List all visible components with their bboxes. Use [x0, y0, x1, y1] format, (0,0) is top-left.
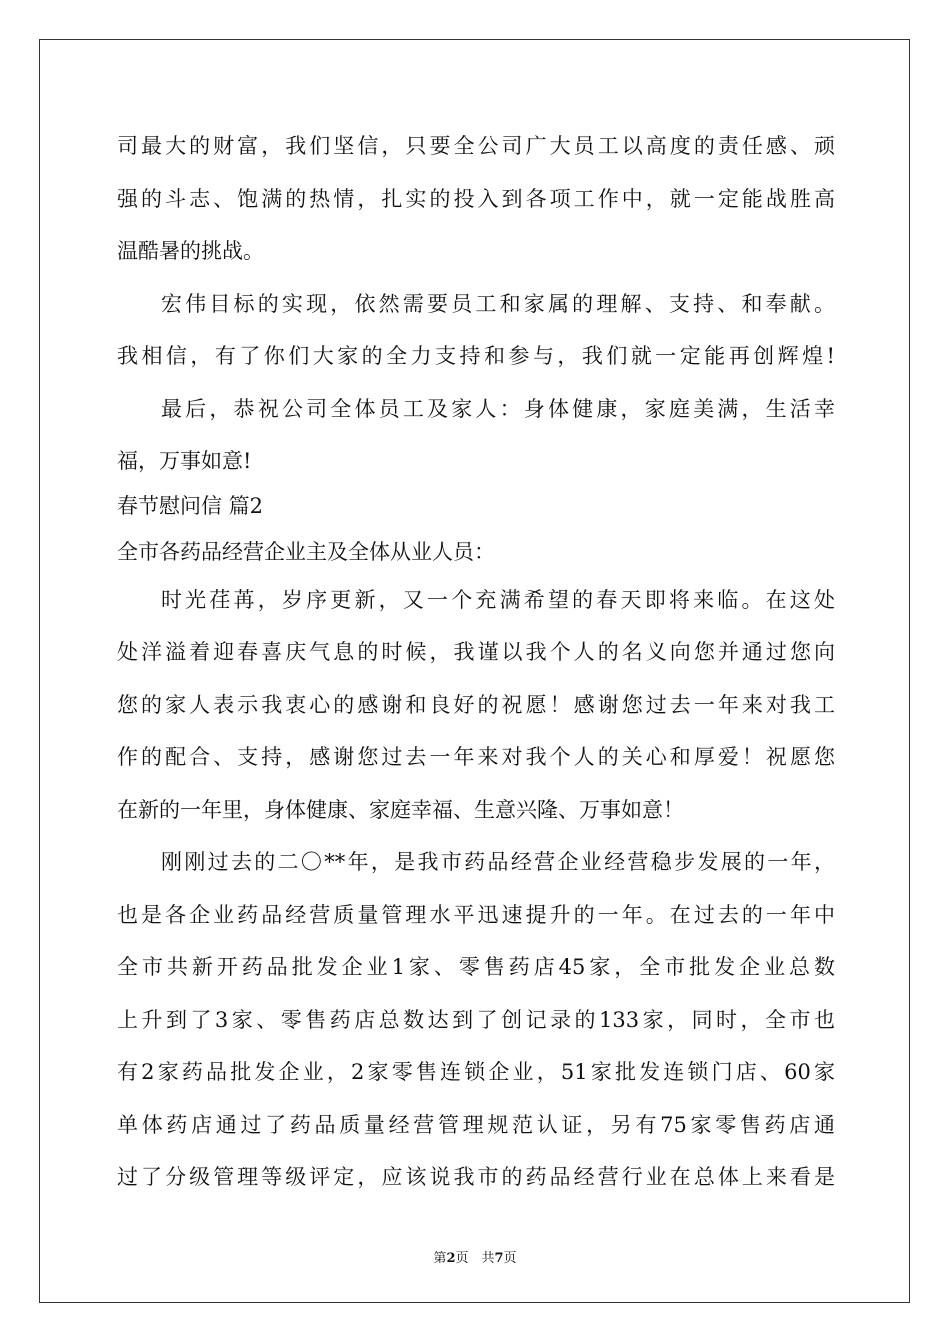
text-line: 刚刚过去的二〇**年，是我市药品经营企业经营稳步发展的一年， [161, 850, 835, 874]
text-line: 在新的一年里，身体健康、家庭幸福、生意兴隆、万事如意！ [117, 798, 684, 822]
page-suffix: 页 [503, 1251, 517, 1266]
text-line: 作的配合、支持，感谢您过去一年来对我个人的关心和厚爱！祝愿您 [117, 745, 835, 769]
text-line: 福，万事如意! [117, 449, 252, 473]
text-line: 宏伟目标的实现，依然需要员工和家属的理解、支持、和奉献。 [161, 292, 835, 316]
text-line: 也是各企业药品经营质量管理水平迅速提升的一年。在过去的一年中 [117, 903, 835, 927]
text-line: 司最大的财富，我们坚信，只要全公司广大员工以高度的责任感、顽 [117, 134, 835, 158]
text-line: 我相信，有了你们大家的全力支持和参与，我们就一定能再创辉煌! [117, 344, 835, 368]
page-mid: 页 共 [455, 1251, 495, 1266]
text-line: 过了分级管理等级评定，应该说我市的药品经营行业在总体上来看是 [117, 1165, 835, 1189]
page-prefix: 第 [433, 1251, 447, 1266]
text-line: 有2家药品批发企业，2家零售连锁企业，51家批发连锁门店、60家 [117, 1060, 835, 1084]
text-line: 全市共新开药品批发企业1家、零售药店45家，全市批发企业总数 [117, 955, 835, 979]
text-line: 上升到了3家、零售药店总数达到了创记录的133家，同时，全市也 [117, 1008, 835, 1032]
section-heading: 春节慰问信 篇2 [117, 494, 264, 518]
text-line: 您的家人表示我衷心的感谢和良好的祝愿！感谢您过去一年来对我工 [117, 693, 835, 717]
salutation: 全市各药品经营企业主及全体从业人员： [117, 540, 495, 564]
text-line: 温酷暑的挑战。 [117, 239, 264, 263]
text-line: 时光荏苒，岁序更新，又一个充满希望的春天即将来临。在这处 [161, 588, 835, 612]
text-line: 单体药店通过了药品质量经营管理规范认证，另有75家零售药店通 [117, 1113, 835, 1137]
text-line: 处洋溢着迎春喜庆气息的时候，我谨以我个人的名义向您并通过您向 [117, 640, 835, 664]
page-footer [0, 1247, 950, 1266]
current-page-number: 2 [446, 1251, 456, 1266]
text-line: 强的斗志、饱满的热情，扎实的投入到各项工作中，就一定能战胜高 [117, 187, 835, 211]
text-line: 最后，恭祝公司全体员工及家人：身体健康，家庭美满，生活幸 [161, 397, 835, 421]
total-page-number: 7 [494, 1251, 504, 1266]
